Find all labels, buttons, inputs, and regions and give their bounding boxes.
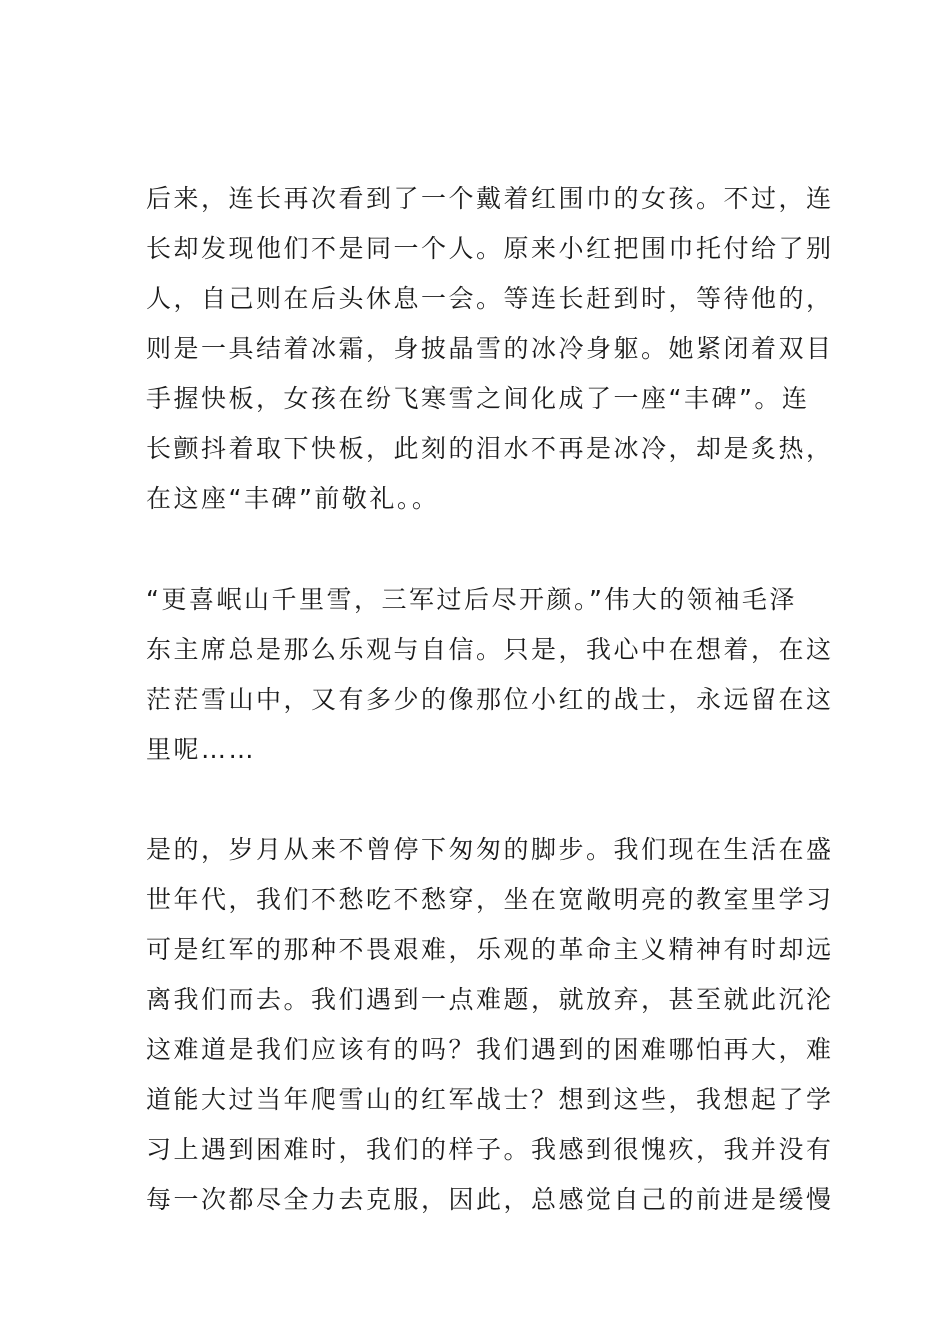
paragraph-line: 道能大过当年爬雪山的红军战士？想到这些，我想起了学 [146,1085,834,1114]
paragraph-line: 长却发现他们不是同一个人。原来小红把围巾托付给了别 [146,234,834,263]
paragraph-line: 可是红军的那种不畏艰难，乐观的革命主义精神有时却远 [146,935,834,964]
paragraph-line: 习上遇到困难时，我们的样子。我感到很愧疚，我并没有 [146,1135,834,1164]
paragraph-line: 在这座“丰碑”前敬礼。。 [146,484,440,513]
paragraph-reflection [146,825,834,1225]
paragraph-line: 东主席总是那么乐观与自信。只是，我心中在想着，在这 [146,635,834,664]
paragraph-line: 长颤抖着取下快板，此刻的泪水不再是冰冷，却是炙热， [146,434,834,463]
paragraph-line: 后来，连长再次看到了一个戴着红围巾的女孩。不过，连 [146,184,834,213]
paragraph-line: 则是一具结着冰霜，身披晶雪的冰冷身躯。她紧闭着双目 [146,334,834,363]
paragraph-red-scarf-girl [146,174,834,524]
paragraph-line: 茫茫雪山中，又有多少的像那位小红的战士，永远留在这 [146,685,834,714]
paragraph-line: 人，自己则在后头休息一会。等连长赶到时，等待他的， [146,284,834,313]
paragraph-poem-quote [146,575,834,775]
paragraph-line: “更喜岷山千里雪，三军过后尽开颜。”伟大的领袖毛泽 [146,585,797,614]
paragraph-line: 里呢…… [146,735,257,764]
paragraph-line: 这难道是我们应该有的吗？我们遇到的困难哪怕再大，难 [146,1035,834,1064]
paragraph-line: 世年代，我们不愁吃不愁穿，坐在宽敞明亮的教室里学习 [146,885,834,914]
paragraph-line: 每一次都尽全力去克服，因此，总感觉自己的前进是缓慢 [146,1185,834,1214]
paragraph-line: 是的，岁月从来不曾停下匆匆的脚步。我们现在生活在盛 [146,835,834,864]
paragraph-line: 离我们而去。我们遇到一点难题，就放弃，甚至就此沉沦 [146,985,834,1014]
paragraph-line: 手握快板，女孩在纷飞寒雪之间化成了一座“丰碑”。连 [146,384,810,413]
